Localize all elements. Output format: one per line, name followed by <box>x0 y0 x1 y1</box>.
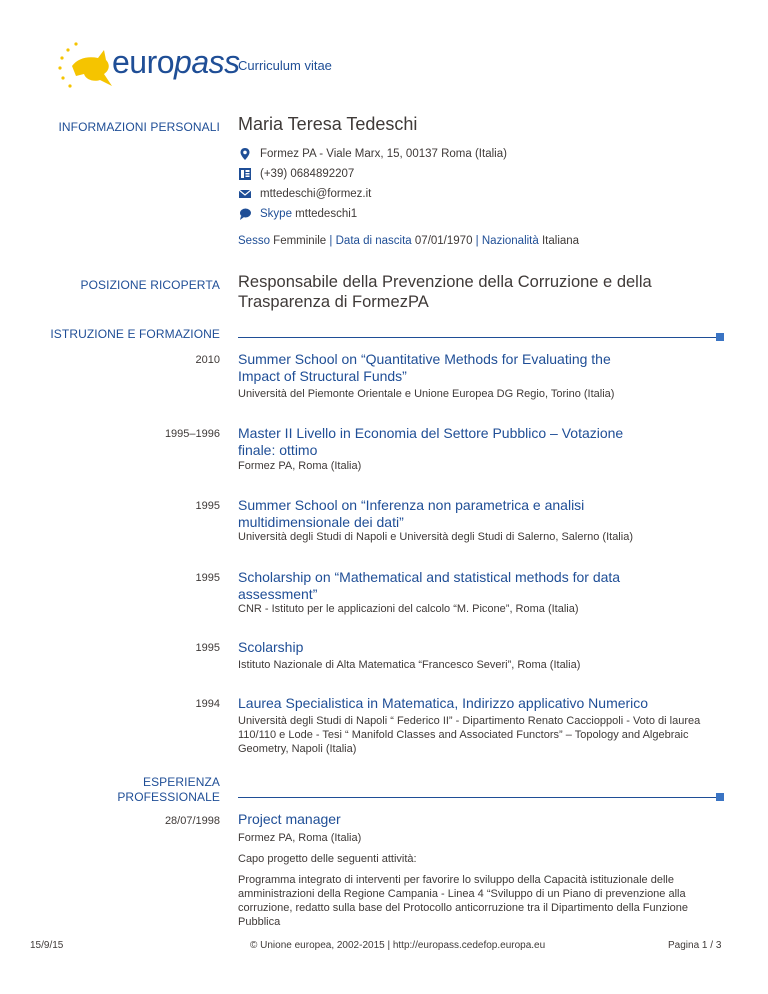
edu-title: Laurea Specialistica in Matematica, Indirizzo applicativo Numerico <box>238 695 649 711</box>
footer-copyright[interactable]: © Unione europea, 2002-2015 | http://europass.cedefop.europa.eu <box>250 940 546 951</box>
edu-institution: Università degli Studi di Napoli “ Federico II” - Dipartimento Renato Caccioppoli - Voto di laurea 110/110 e Lode - Tesi “ Manifold Classes and Associated Functors” – Topology and Algebraic Geometry, Napoli (Italia) <box>238 715 701 755</box>
phone-row <box>238 166 354 182</box>
edu-institution: Università del Piemonte Orientale e Unione Europea DG Regio, Torino (Italia) <box>238 388 615 400</box>
logo-wordmark <box>112 44 240 81</box>
exp-description: Programma integrato di interventi per favorire lo sviluppo della Capacità istituzionale delle amministrazioni della Regione Campania - Linea 4 “Sviluppo di un Piano di prevenzione alla corruzione, redatto sulla base del Protocollo anticorruzione tra il Dipartimento della Funzione Pubblica <box>238 874 689 928</box>
skype-row <box>238 206 357 222</box>
footer-page-number: Pagina 1 / 3 <box>668 940 722 951</box>
edu-title: Scolarship <box>238 639 304 655</box>
nationality-label: Nazionalità <box>481 235 539 247</box>
address-row <box>238 146 507 162</box>
email-text[interactable]: mttedeschi@formez.it <box>260 188 372 200</box>
edu-title: Master II Livello in Economia del Settore Pubblico – Votazione finale: ottimo <box>238 425 624 458</box>
exp-date: 28/07/1998 <box>164 815 220 827</box>
edu-title: Summer School on “Quantitative Methods for Evaluating the Impact of Structural Funds” <box>238 351 611 384</box>
edu-date: 1994 <box>195 698 220 710</box>
section-marker <box>716 793 724 801</box>
edu-date: 1995 <box>195 500 220 512</box>
birth-label: Data di nascita <box>335 235 412 247</box>
section-divider <box>238 797 716 798</box>
sex-label: Sesso <box>238 235 270 247</box>
edu-institution: Formez PA, Roma (Italia) <box>238 460 362 472</box>
exp-description-intro: Capo progetto delle seguenti attività: <box>238 853 417 865</box>
separator: | <box>329 235 333 247</box>
experience-label-line2: PROFESSIONALE <box>117 790 220 804</box>
skype-value: mttedeschi1 <box>295 208 358 220</box>
personal-section-label: INFORMAZIONI PERSONALI <box>58 120 220 134</box>
experience-label-line1: ESPERIENZA <box>142 775 220 789</box>
personal-details <box>238 235 579 247</box>
chat-bubble-icon <box>238 207 252 221</box>
footer-date: 15/9/15 <box>30 940 64 951</box>
edu-institution: Università degli Studi di Napoli e Università degli Studi di Salerno, Salerno (Italia) <box>238 531 633 543</box>
section-divider <box>238 337 716 338</box>
email-icon <box>238 187 252 201</box>
cv-title: Curriculum vitae <box>238 58 332 73</box>
person-name: Maria Teresa Tedeschi <box>238 114 418 134</box>
birth-value: 07/01/1970 <box>414 235 473 247</box>
education-section-label: ISTRUZIONE E FORMAZIONE <box>50 327 220 341</box>
logo-text-a: euro <box>112 44 175 80</box>
edu-date: 1995 <box>195 642 220 654</box>
edu-title: Summer School on “Inferenza non parametrica e analisi multidimensionale dei dati” <box>238 497 585 530</box>
email-row <box>238 186 371 202</box>
section-marker <box>716 333 724 341</box>
experience-section-label <box>0 775 220 805</box>
logo-text-b: pass <box>174 44 240 80</box>
phone-text: (+39) 0684892207 <box>260 168 355 180</box>
exp-employer: Formez PA, Roma (Italia) <box>238 832 362 844</box>
edu-date: 1995–1996 <box>164 428 220 440</box>
edu-date: 2010 <box>195 354 220 366</box>
sex-value: Femminile <box>273 235 327 247</box>
address-text: Formez PA - Viale Marx, 15, 00137 Roma (Italia) <box>260 148 507 160</box>
position-section-label: POSIZIONE RICOPERTA <box>80 278 220 292</box>
separator: | <box>475 235 479 247</box>
exp-title: Project manager <box>238 811 341 827</box>
nationality-value: Italiana <box>541 235 580 247</box>
position-title: Responsabile della Prevenzione della Corruzione e della Trasparenza di FormezPA <box>238 273 652 311</box>
edu-institution: Istituto Nazionale di Alta Matematica “Francesco Severi”, Roma (Italia) <box>238 659 581 671</box>
location-pin-icon <box>238 147 252 161</box>
edu-date: 1995 <box>195 572 220 584</box>
edu-institution: CNR - Istituto per le applicazioni del calcolo “M. Picone”, Roma (Italia) <box>238 603 579 615</box>
phone-icon <box>238 167 252 181</box>
skype-label: Skype <box>260 208 292 220</box>
edu-title: Scholarship on “Mathematical and statistical methods for data assessment” <box>238 569 621 602</box>
